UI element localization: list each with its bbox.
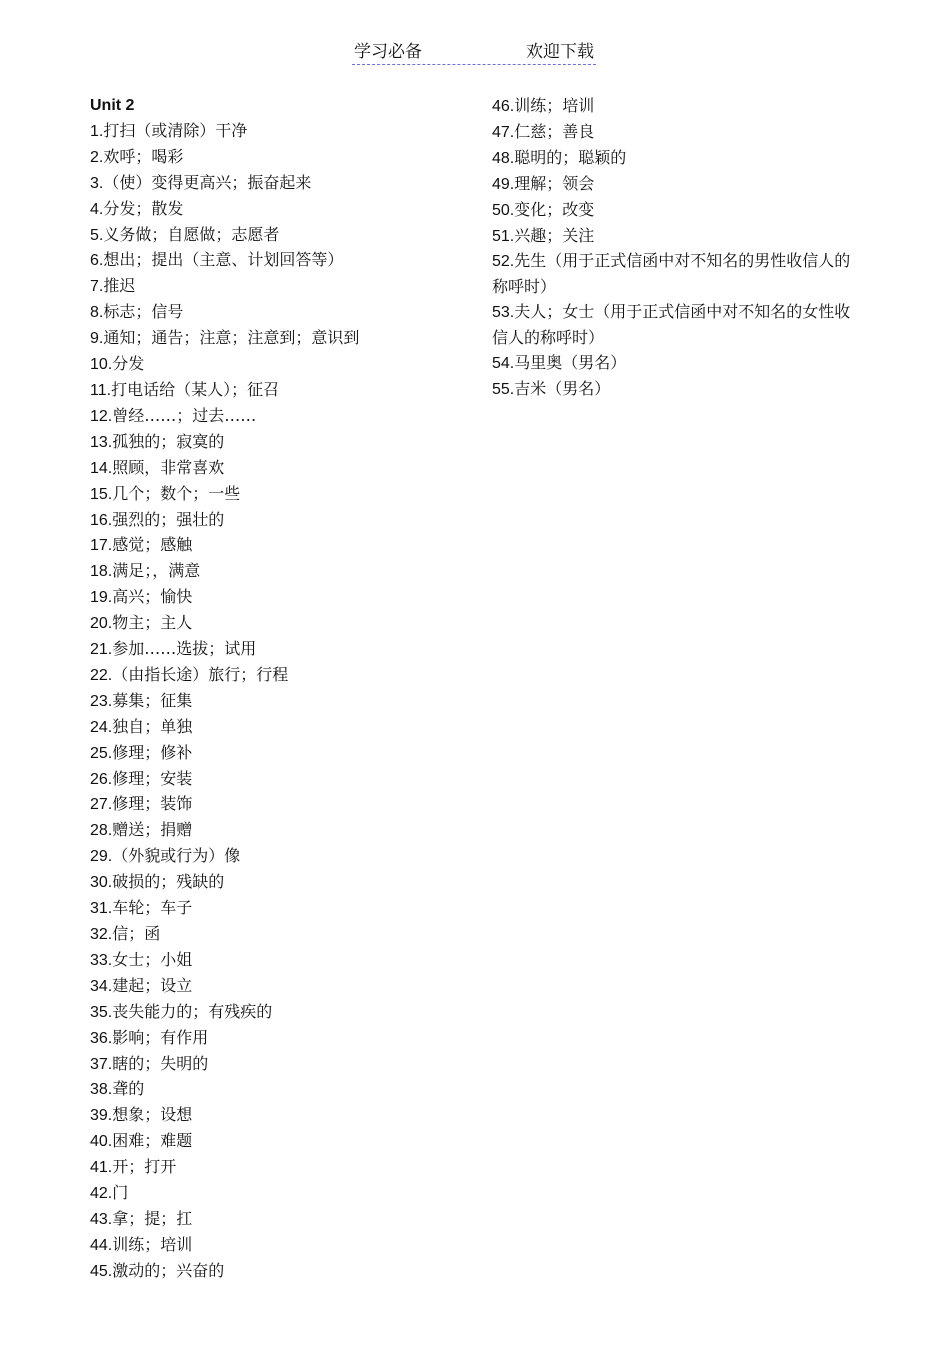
vocab-entry [90, 1233, 480, 1259]
vocab-entry-number: 18. [90, 563, 113, 581]
vocab-entry-number: 2. [90, 148, 104, 166]
vocab-entry-number: 47. [492, 123, 515, 141]
vocab-entry-text: 兴趣；关注 [514, 225, 595, 245]
vocab-entry-text: 吉米（男名） [514, 378, 611, 398]
right-column [492, 94, 852, 403]
vocab-entry-text: 车轮；车子 [112, 898, 193, 918]
vocab-entry [90, 792, 480, 818]
vocab-entry-text: 物主；主人 [112, 613, 193, 633]
vocab-entry [90, 1052, 480, 1078]
vocab-entry-text: 打扫（或清除）干净 [103, 120, 248, 140]
vocab-entry-number: 26. [90, 770, 113, 788]
vocab-entry-text: 训练；培训 [112, 1234, 193, 1254]
vocab-entry [492, 172, 852, 198]
vocab-entry [90, 818, 480, 844]
vocab-entry [90, 1181, 480, 1207]
vocab-entry [90, 974, 480, 1000]
vocab-entry [492, 377, 852, 403]
vocab-entry-text: 高兴；愉快 [112, 587, 193, 607]
vocab-entry-number: 15. [90, 485, 113, 503]
vocab-entry-number: 27. [90, 796, 113, 814]
vocab-entry-number: 41. [90, 1159, 113, 1177]
vocab-entry-text: 修理；装饰 [112, 794, 193, 814]
vocab-entry-number: 51. [492, 227, 515, 245]
vocab-entry-text: 聪明的；聪颖的 [514, 147, 627, 167]
vocab-entry [90, 715, 480, 741]
vocab-entry-number: 3. [90, 174, 104, 192]
vocab-entry-number: 22. [90, 666, 113, 684]
vocab-entry [90, 611, 480, 637]
vocab-entry-text: 参加……选拔；试用 [112, 639, 257, 659]
vocab-entry-number: 25. [90, 744, 113, 762]
vocab-entry [90, 922, 480, 948]
vocab-entry [492, 300, 852, 351]
vocab-entry [90, 896, 480, 922]
vocab-entry-text: 仁慈；善良 [514, 121, 595, 141]
vocab-entry-text: 推迟 [103, 276, 136, 296]
vocab-entry [90, 1026, 480, 1052]
vocab-entry [90, 352, 480, 378]
vocab-entry-number: 7. [90, 278, 104, 296]
vocab-entry-text: 标志；信号 [103, 302, 184, 322]
vocab-entry-number: 8. [90, 304, 104, 322]
vocab-entry-number: 43. [90, 1210, 113, 1228]
vocab-entry [90, 1259, 480, 1285]
vocab-entry-text: 破损的；残缺的 [112, 872, 225, 892]
vocab-entry-text: 丧失能力的；有残疾的 [112, 1001, 273, 1021]
vocab-entry [492, 94, 852, 120]
vocab-entry-text: 满足；，满意 [112, 561, 201, 581]
vocab-entry [90, 119, 480, 145]
vocab-entry-text: 想出；提出（主意、计划回答等） [103, 250, 344, 270]
vocab-entry-text: 修理；修补 [112, 742, 193, 762]
vocab-entry-number: 1. [90, 122, 104, 140]
vocab-entry-number: 50. [492, 201, 515, 219]
vocab-entry [90, 1207, 480, 1233]
vocab-entry [90, 1103, 480, 1129]
vocab-entry-number: 5. [90, 226, 104, 244]
vocab-entry [90, 171, 480, 197]
page-header [352, 40, 596, 65]
header-right-text: 欢迎下载 [526, 42, 594, 62]
vocab-entry-text: 几个；数个；一些 [112, 483, 241, 503]
vocab-entry-text: 赠送；捐赠 [112, 820, 193, 840]
vocab-entry [90, 870, 480, 896]
vocab-entry-text: 理解；领会 [514, 173, 595, 193]
vocab-entry [90, 145, 480, 171]
vocab-entry-text: 募集；征集 [112, 690, 193, 710]
vocab-entry-text: 欢呼；喝彩 [103, 146, 184, 166]
vocab-entry-text: 打电话给（某人）；征召 [111, 379, 280, 399]
vocab-entry-number: 52. [492, 253, 515, 271]
vocab-entry-number: 23. [90, 692, 113, 710]
vocab-entry-number: 45. [90, 1262, 113, 1280]
vocab-entry-text: 强烈的；强壮的 [112, 509, 225, 529]
vocab-entry-text: 门 [112, 1183, 129, 1203]
vocab-entry [90, 559, 480, 585]
vocab-entry [90, 844, 480, 870]
vocab-entry-text: 变化；改变 [514, 199, 595, 219]
vocab-entry-text: 照顾，非常喜欢 [112, 457, 225, 477]
vocab-entry [492, 351, 852, 377]
vocab-entry-number: 39. [90, 1107, 113, 1125]
header-left-text: 学习必备 [354, 42, 422, 62]
vocab-entry [90, 741, 480, 767]
vocab-entry-text: （由指长途）旅行；行程 [112, 664, 289, 684]
vocab-entry-number: 44. [90, 1236, 113, 1254]
vocab-entry-number: 49. [492, 175, 515, 193]
vocab-entry-number: 36. [90, 1029, 113, 1047]
vocab-entry-text: 激动的；兴奋的 [112, 1260, 225, 1280]
vocab-entry-text: 独自；单独 [112, 716, 193, 736]
vocab-entry-text: 拿；提；扛 [112, 1208, 193, 1228]
vocab-entry [90, 430, 480, 456]
vocab-entry-text: （外貌或行为）像 [112, 846, 241, 866]
vocab-entry-number: 28. [90, 822, 113, 840]
vocab-entry-text: 想象；设想 [112, 1105, 193, 1125]
vocab-entry-text: 开；打开 [112, 1157, 177, 1177]
vocab-entry-text: 影响；有作用 [112, 1027, 209, 1047]
vocab-entry-number: 35. [90, 1003, 113, 1021]
vocab-entry [90, 585, 480, 611]
vocab-entry [90, 637, 480, 663]
vocab-entry-text: 夫人；女士（用于正式信函中对不知名的女性收信人的称呼时） [492, 302, 851, 348]
unit-title: Unit 2 [90, 97, 135, 114]
vocab-entry-text: 曾经……；过去…… [112, 405, 257, 425]
vocab-entry-text: 先生（用于正式信函中对不知名的男性收信人的称呼时） [492, 251, 851, 297]
vocab-entry-number: 37. [90, 1055, 113, 1073]
vocab-entry-number: 11. [90, 381, 112, 399]
vocab-entry-text: 通知；通告；注意；注意到；意识到 [103, 328, 360, 348]
vocab-entry-text: 感觉；感触 [112, 535, 193, 555]
vocab-entry-text: 修理；安装 [112, 768, 193, 788]
vocab-entry-number: 17. [90, 537, 113, 555]
vocab-entry [90, 404, 480, 430]
vocab-entry [90, 1129, 480, 1155]
vocab-entry [492, 224, 852, 250]
left-column [90, 94, 480, 1285]
vocab-entry-number: 19. [90, 589, 113, 607]
vocab-entry [90, 508, 480, 534]
vocab-entry [492, 146, 852, 172]
vocab-entry-number: 16. [90, 511, 113, 529]
vocab-entry-text: 困难；难题 [112, 1131, 193, 1151]
vocab-entry-number: 31. [90, 900, 113, 918]
vocab-entry-number: 54. [492, 355, 515, 373]
vocab-entry-text: 马里奥（男名） [514, 353, 627, 373]
vocab-entry [492, 198, 852, 224]
vocab-entry [90, 223, 480, 249]
vocab-entry-number: 40. [90, 1133, 113, 1151]
vocab-entry-text: 建起；设立 [112, 975, 193, 995]
vocab-entry-text: 信；函 [112, 924, 161, 943]
vocab-entry-text: 分发 [112, 354, 145, 374]
vocab-entry-text: 瞎的；失明的 [112, 1053, 209, 1073]
vocab-entry-number: 13. [90, 433, 113, 451]
vocab-entry-number: 33. [90, 951, 113, 969]
vocab-entry [90, 663, 480, 689]
vocab-entry [90, 689, 480, 715]
vocab-entry-number: 38. [90, 1081, 113, 1099]
vocab-entry [90, 1000, 480, 1026]
vocab-entry-number: 42. [90, 1185, 113, 1203]
vocab-entry-text: （使）变得更高兴；振奋起来 [103, 172, 312, 192]
vocab-entry-number: 30. [90, 874, 113, 892]
vocab-entry [90, 197, 480, 223]
vocab-entry-text: 义务做；自愿做；志愿者 [103, 224, 280, 244]
vocab-entry-number: 10. [90, 356, 113, 374]
vocab-entry-text: 聋的 [112, 1079, 145, 1099]
vocab-entry [90, 274, 480, 300]
vocab-entry-number: 34. [90, 977, 113, 995]
vocab-entry [90, 456, 480, 482]
vocab-entry [90, 300, 480, 326]
vocab-entry-number: 24. [90, 718, 113, 736]
vocab-entry-text: 女士；小姐 [112, 949, 193, 969]
vocab-entry [90, 248, 480, 274]
vocab-entry-number: 6. [90, 252, 104, 270]
vocab-entry [90, 1077, 480, 1103]
vocab-entry [492, 120, 852, 146]
vocab-entry-number: 14. [90, 459, 113, 477]
vocab-entry [90, 533, 480, 559]
vocab-entry-number: 48. [492, 149, 515, 167]
vocab-entry-text: 孤独的；寂寞的 [112, 431, 225, 451]
vocab-entry-number: 55. [492, 380, 515, 398]
vocab-entry-number: 21. [90, 641, 113, 659]
vocab-entry [90, 326, 480, 352]
vocab-entry-number: 12. [90, 407, 113, 425]
vocab-entry-number: 29. [90, 848, 113, 866]
vocab-entry-number: 9. [90, 330, 104, 348]
vocab-entry [90, 378, 480, 404]
vocab-entry [90, 767, 480, 793]
vocab-entry-number: 4. [90, 200, 104, 218]
vocab-entry-number: 32. [90, 926, 113, 943]
vocab-entry-number: 20. [90, 615, 113, 633]
vocab-entry [90, 1155, 480, 1181]
vocab-entry-number: 53. [492, 304, 515, 322]
vocab-entry-number: 46. [492, 98, 515, 115]
vocab-entry [90, 482, 480, 508]
vocab-entry [90, 948, 480, 974]
vocab-entry-text: 分发；散发 [103, 198, 184, 218]
vocab-entry-text: 训练；培训 [514, 96, 595, 115]
vocab-entry [492, 249, 852, 300]
